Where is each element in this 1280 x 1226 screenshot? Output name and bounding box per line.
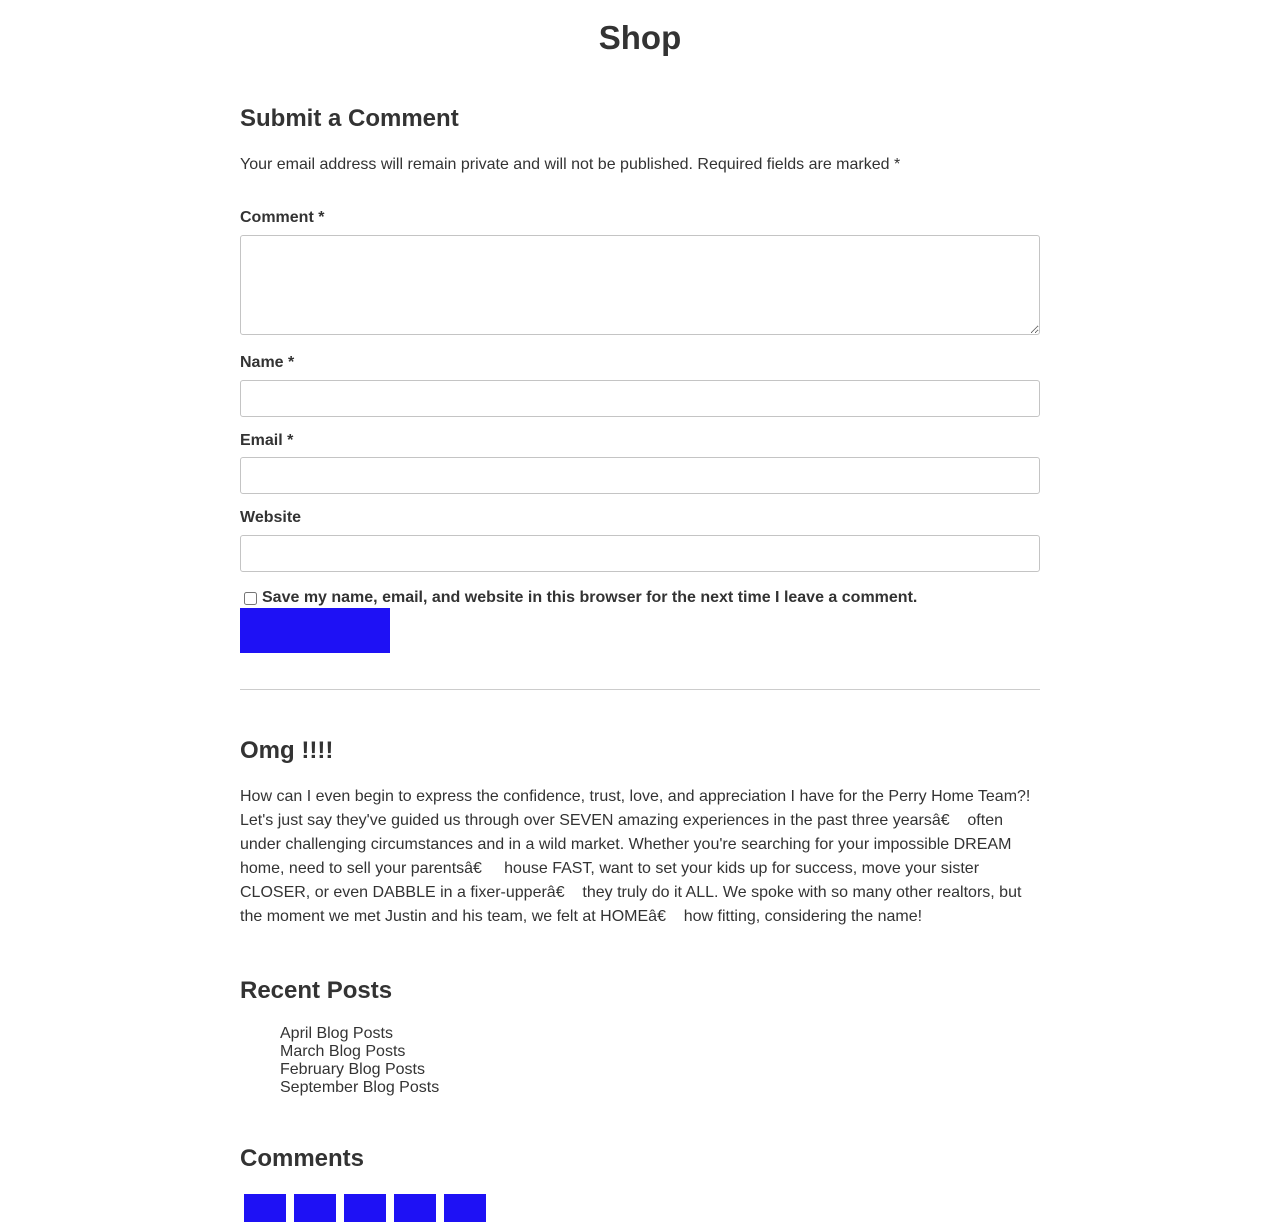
post-body: How can I even begin to express the confidence, trust, love, and appreciation I have for the Perry Home Team?! Let's just say they've guided us through over SEVEN amazing experiences in the past three yearsâ€ often under challenging circumstances and in a wild market. Whether you're searching for your impossible DREAM home, need to sell your parentsâ€ house FAST, want to set your kids up for success, move your sister CLOSER, or even DABBLE in a fixer-upperâ€ they truly do it ALL. We spoke with so many other realtors, but the moment we met Justin and his team, we felt at HOMEâ€ how fitting, considering the name! [240, 788, 1031, 925]
comments-heading: Comments [240, 1145, 365, 1172]
list-item [280, 1079, 439, 1097]
comment-swatch[interactable] [444, 1194, 486, 1222]
email-field[interactable] [240, 457, 1040, 494]
comment-notes: Your email address will remain private and will not be published. Required fields are marked * [240, 156, 901, 173]
recent-post-link[interactable]: April Blog Posts [280, 1025, 393, 1042]
cookies-consent-label[interactable]: Save my name, email, and website in this browser for the next time I leave a comment. [262, 589, 918, 606]
post-title: Omg !!!! [240, 737, 334, 764]
page-title: Shop [598, 19, 682, 56]
comment-label: Comment * [240, 209, 325, 226]
recent-post-link[interactable]: February Blog Posts [280, 1061, 425, 1078]
comment-form-heading: Submit a Comment [240, 105, 459, 132]
recent-post-link[interactable]: September Blog Posts [280, 1079, 440, 1096]
comment-textarea[interactable] [240, 235, 1040, 335]
comment-swatch[interactable] [294, 1194, 336, 1222]
list-item [280, 1061, 439, 1079]
comment-swatch[interactable] [394, 1194, 436, 1222]
section-divider [240, 689, 1040, 690]
comments-swatches [244, 1194, 486, 1222]
recent-post-link[interactable]: March Blog Posts [280, 1043, 406, 1060]
website-field[interactable] [240, 535, 1040, 572]
list-item [280, 1025, 439, 1043]
website-label: Website [240, 509, 302, 526]
list-item [280, 1043, 439, 1061]
name-field[interactable] [240, 380, 1040, 417]
cookies-consent-checkbox[interactable] [244, 592, 257, 605]
comment-swatch[interactable] [344, 1194, 386, 1222]
recent-posts-list [280, 1025, 439, 1097]
name-label: Name * [240, 354, 295, 371]
submit-comment-button[interactable] [240, 608, 390, 653]
cookies-consent-row [240, 588, 917, 608]
email-label: Email * [240, 432, 294, 449]
comment-swatch[interactable] [244, 1194, 286, 1222]
recent-posts-heading: Recent Posts [240, 977, 393, 1004]
